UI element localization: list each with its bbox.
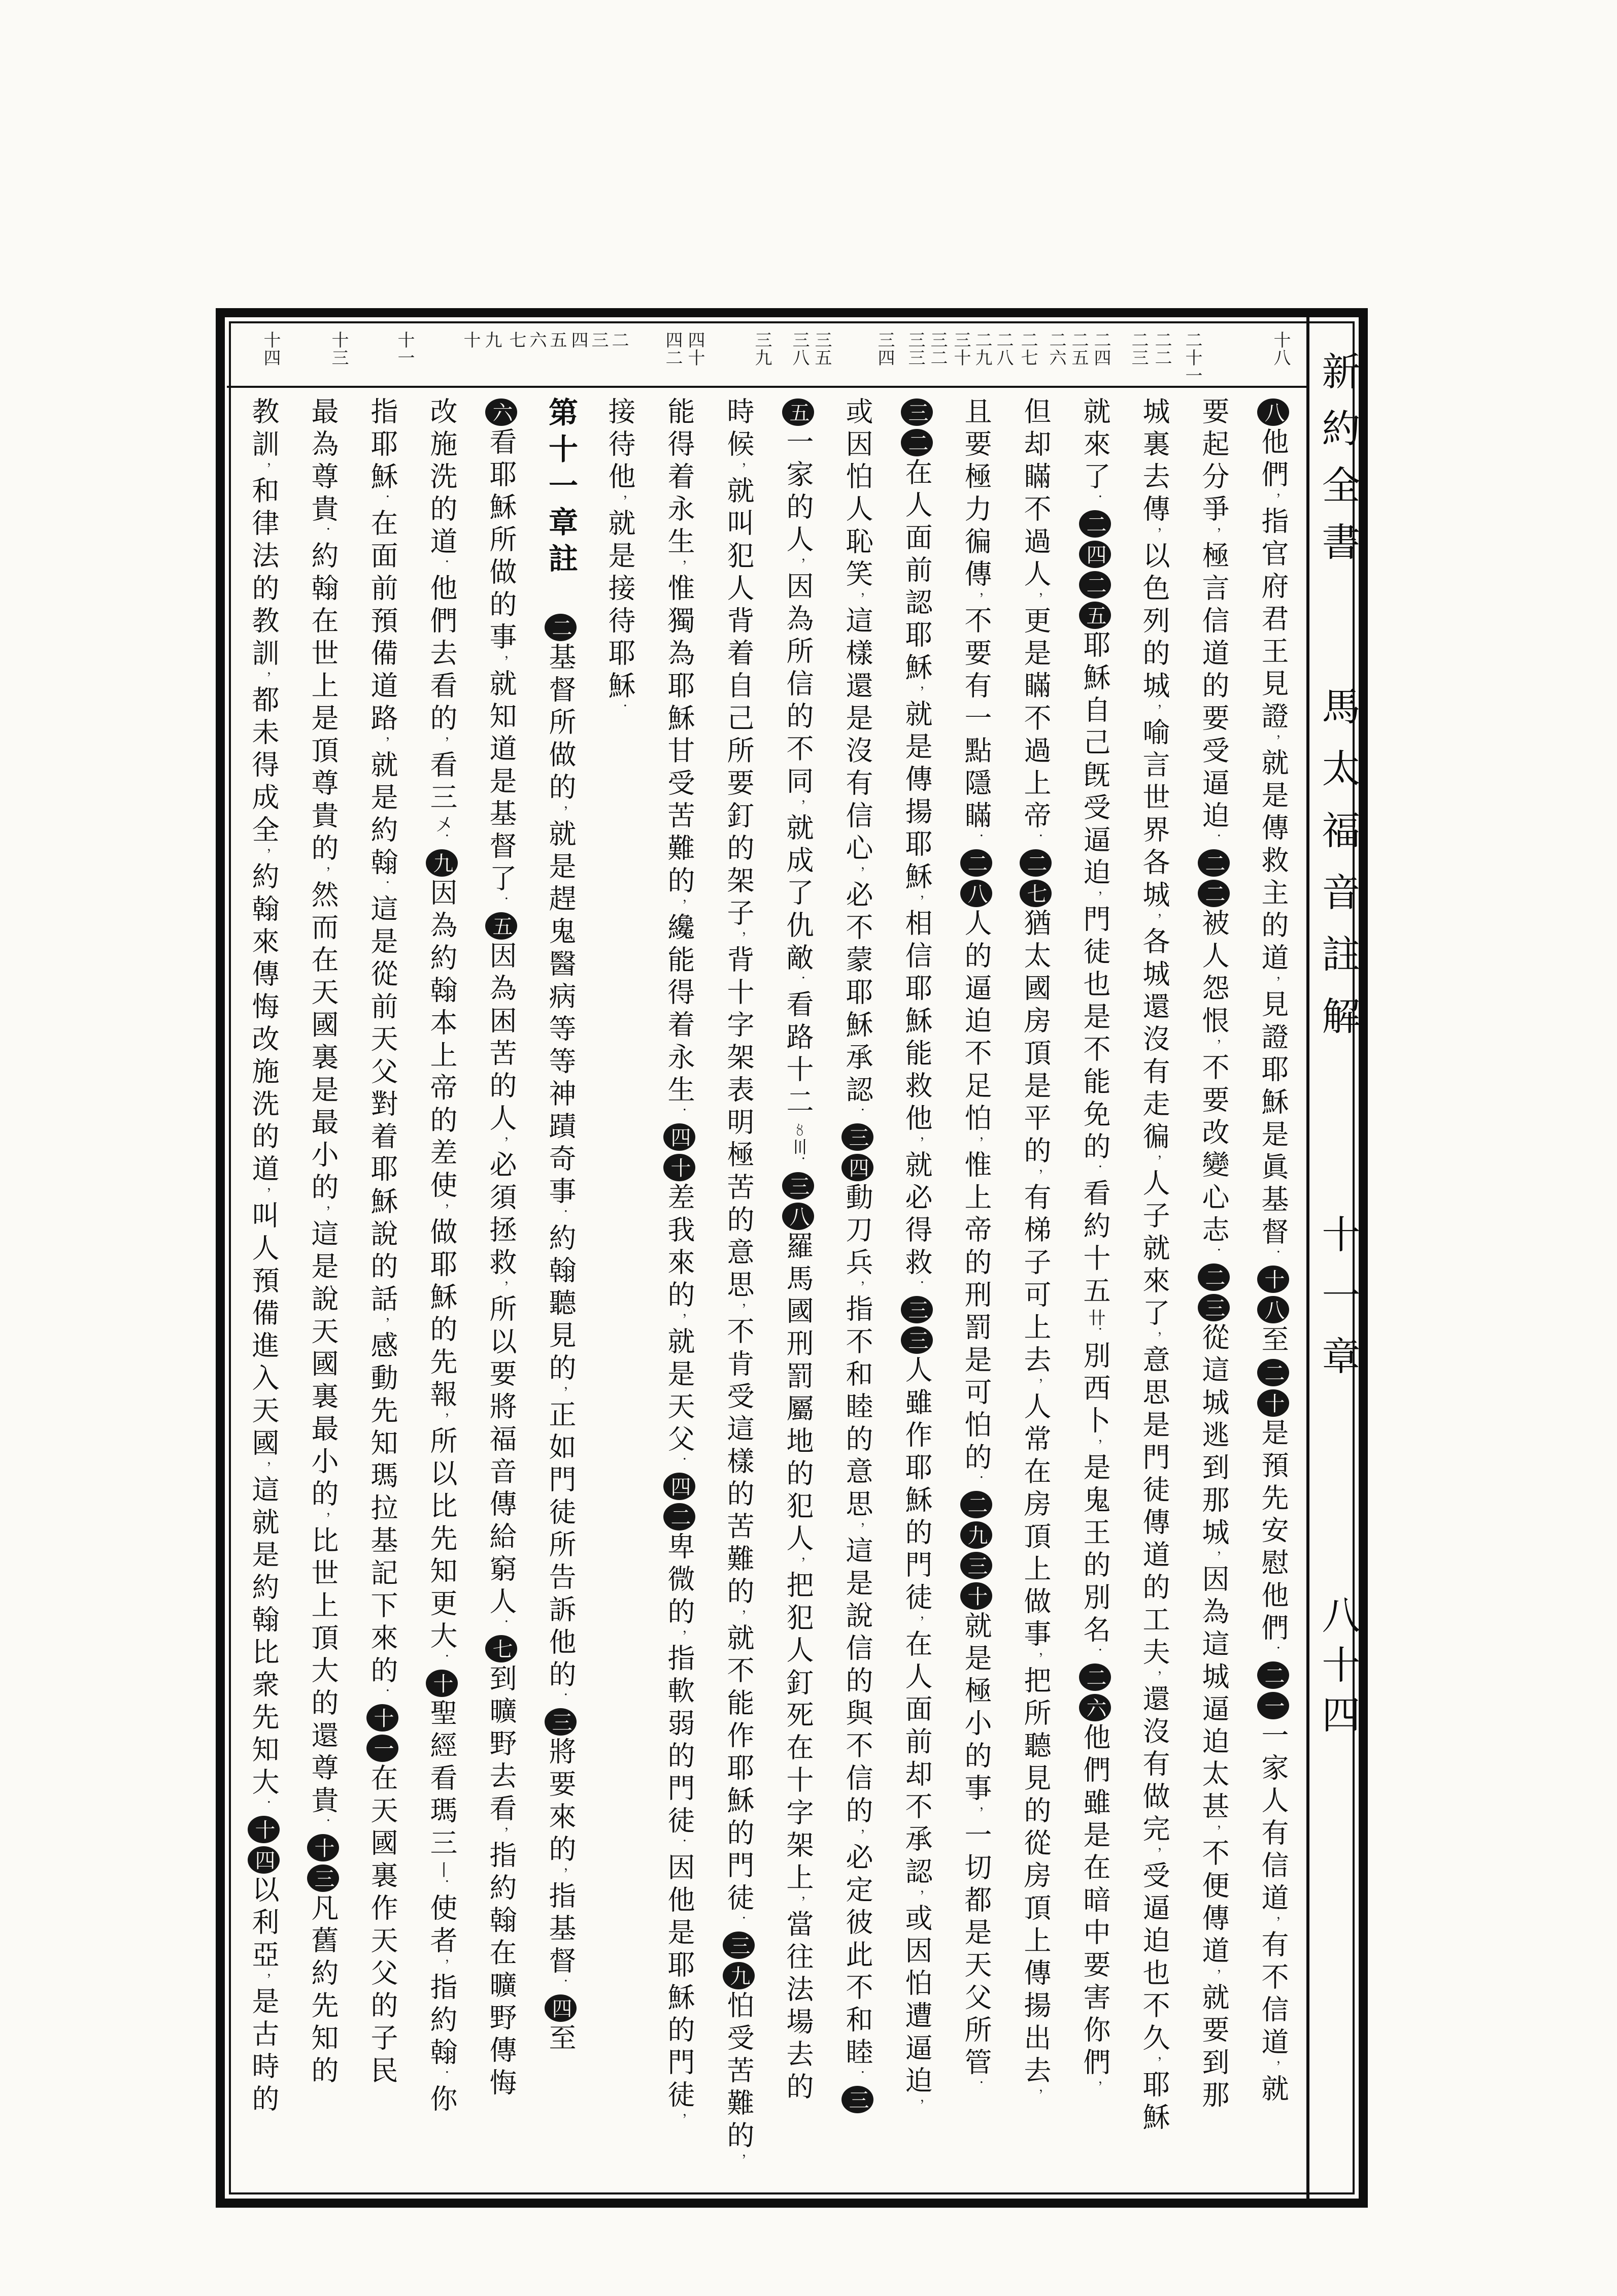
verse-circle: 八 — [782, 1203, 814, 1230]
margin-verse-number: 四 — [568, 331, 587, 349]
margin-verse-number: 三四 — [875, 331, 894, 367]
verse-ref-small: 〥〣 — [789, 1120, 807, 1156]
text-run: 但却瞞不過人，更是瞞不過上帝． — [1020, 397, 1051, 848]
verse-circle: 二 — [1079, 1663, 1111, 1691]
text-column — [590, 397, 650, 2173]
text-run: 到曠野去看，指約翰在曠野傳悔 — [486, 1664, 516, 2101]
margin-verse-number: 二五 — [1069, 331, 1088, 367]
verse-circle: 一 — [1257, 1692, 1289, 1719]
text-run: ．使者，指約翰．你 — [426, 1879, 457, 2117]
verse-circle: 四 — [663, 1123, 695, 1151]
text-run: 教訓，和律法的教訓，都未得成全，約翰來傳悔改施洗的道，叫人預備進入天國，這就是約翰比衆先知大． — [248, 397, 279, 1814]
text-run: 凡舊約先知的 — [308, 1893, 338, 2088]
verse-circle: 六 — [1079, 1694, 1111, 1721]
margin-verse-number: 九 — [482, 331, 501, 349]
verse-circle: 八 — [960, 880, 992, 907]
verse-circle: 十 — [248, 1816, 280, 1843]
text-run: 被人怨恨，不要改變心志． — [1198, 909, 1229, 1262]
text-run: 羅馬國刑罰屬地的犯人，把犯人釘死在十字架上，當往法場去的 — [783, 1232, 813, 2105]
verse-circle: 三 — [901, 398, 933, 426]
verse-circle: 十 — [426, 1670, 458, 1697]
margin-verse-number: 十一 — [395, 331, 414, 367]
margin-verse-number: 二二 — [1152, 331, 1171, 367]
margin-verse-number: 二 — [609, 331, 628, 349]
verse-circle: 九 — [723, 1962, 755, 1989]
margin-verse-number: 十 — [461, 331, 480, 349]
text-run: 從這城逃到那城，因為這城逼迫太甚，不便傳道，就要到那 — [1198, 1323, 1229, 2113]
text-run: 要起分爭，極言信道的要受逼迫． — [1198, 397, 1229, 848]
text-column — [353, 397, 412, 2173]
verse-circle: 二 — [1198, 1263, 1230, 1291]
verse-circle: 三 — [901, 1296, 933, 1323]
text-run: 接待他，就是接待耶穌． — [604, 397, 635, 718]
chapter-title: 十一章 — [1316, 1214, 1359, 1397]
text-run: 人雖作耶穌的門徒，在人面前却不承認，或因怕遭逼迫， — [901, 1355, 932, 2113]
text-run: 且要極力徧傳，不要有一點隱瞞． — [961, 397, 991, 848]
chapter-heading: 第十一章註 — [544, 397, 577, 580]
text-run: 至 — [545, 2023, 576, 2056]
verse-circle: 三 — [1198, 1294, 1230, 1321]
text-run: 改施洗的道．他們去看的，看三 — [426, 397, 457, 815]
text-run: 城裏去傳，以色列的城，喻言世界各城，各城還沒有走徧，人子就來了，意思是門徒傳道的工夫，還沒有做完，受逼迫也不久，耶穌 — [1139, 397, 1169, 2135]
verse-circle: 十 — [960, 1582, 992, 1610]
margin-verse-number: 十四 — [261, 331, 280, 367]
text-run: 一家人有信道，有不信道，就 — [1258, 1721, 1288, 2107]
margin-verse-number: 十三 — [329, 331, 348, 367]
text-column — [293, 397, 353, 2173]
verse-circle: 三 — [545, 1708, 577, 1736]
title-divider-rule — [1306, 317, 1309, 2201]
margin-verse-number: 二八 — [994, 331, 1013, 367]
verse-circle: 三 — [960, 1552, 992, 1579]
margin-verse-number: 三十 — [951, 331, 970, 367]
verse-circle: 一 — [366, 1735, 398, 1762]
text-run: 卑微的，指軟弱的門徒．因他是耶穌的門徒， — [664, 1532, 694, 2127]
verse-circle: 二 — [1198, 880, 1230, 907]
margin-verse-number: 二七 — [1018, 331, 1037, 367]
verse-circle: 九 — [960, 1521, 992, 1549]
verse-circle: 七 — [1020, 880, 1052, 907]
verse-circle: 十 — [1257, 1389, 1289, 1417]
verse-circle: 三 — [901, 1326, 933, 1354]
text-run: 是預先安慰他們． — [1258, 1418, 1288, 1660]
text-column — [947, 397, 1006, 2173]
verse-circle: 三 — [841, 1123, 873, 1151]
text-column — [768, 397, 828, 2173]
text-run: 至 — [1258, 1325, 1288, 1357]
verse-circle: 二 — [545, 614, 577, 641]
verse-circle: 四 — [248, 1846, 280, 1874]
verse-circle: 十 — [1257, 1266, 1289, 1293]
text-run: 人的逼迫不足怕，惟上帝的刑罰是可怕的． — [961, 909, 991, 1489]
text-run: 他們雖是在暗中要害你們， — [1080, 1723, 1110, 2094]
text-column — [1065, 397, 1125, 2173]
text-run: 在人面前認耶穌，就是傳揚耶穌，相信耶穌能救他，就必得救． — [901, 458, 932, 1294]
text-run: 或因怕人恥笑，這樣還是沒有信心，必不蒙耶穌承認． — [842, 397, 872, 1122]
text-column — [650, 397, 709, 2173]
text-run: 就來了． — [1080, 397, 1110, 509]
text-run: 他們，指官府君王見證，就是傳救主的道，見證耶穌是眞基督． — [1258, 427, 1288, 1264]
text-run: ． — [434, 834, 449, 848]
verse-circle: 三 — [841, 2086, 873, 2113]
margin-verse-number: 三五 — [812, 331, 831, 367]
text-run: 看耶穌所做的事，就知道是基督了． — [486, 427, 516, 911]
verse-circle: 十 — [366, 1704, 398, 1732]
verse-circle: 四 — [841, 1154, 873, 1181]
margin-verse-number: 五 — [547, 331, 566, 349]
book-title: 新約全書 — [1316, 351, 1359, 579]
verse-circle: 四 — [545, 1994, 577, 2022]
margin-verse-number: 二四 — [1091, 331, 1110, 367]
verse-circle: 二 — [1198, 849, 1230, 877]
margin-verse-number: 二十一 — [1183, 331, 1201, 384]
text-run: 最為尊貴．約翰在世上是頂尊貴的，然而在天國裏是最小的，這是說天國裏最小的，比世上頂大的還尊貴． — [308, 397, 338, 1833]
margin-verse-number: 四二 — [663, 331, 682, 367]
margin-verse-number: 十八 — [1271, 331, 1290, 367]
verse-circle: 三 — [782, 1172, 814, 1200]
margin-rule — [227, 386, 1308, 388]
verse-circle: 三 — [307, 1865, 339, 1892]
verse-circle: 八 — [1257, 398, 1289, 426]
margin-verse-number: 二三 — [1129, 331, 1148, 367]
margin-verse-number: 二九 — [972, 331, 991, 367]
verse-circle: 二 — [663, 1503, 695, 1530]
verse-circle: 四 — [1079, 541, 1111, 568]
text-run: 能得着永生，惟獨為耶穌甘受苦難的，纔能得着永生． — [664, 397, 694, 1122]
text-column — [234, 397, 293, 2173]
verse-circle: 九 — [426, 849, 458, 877]
text-column — [1125, 397, 1184, 2173]
margin-verse-number: 六 — [527, 331, 546, 349]
text-column — [709, 397, 768, 2173]
text-run: ． — [791, 1156, 805, 1171]
margin-verse-number: 四十 — [685, 331, 704, 367]
verse-circle: 八 — [1257, 1296, 1289, 1323]
verse-circle: 二 — [960, 849, 992, 877]
text-run: ．別西卜，是鬼王的別名． — [1080, 1327, 1110, 1662]
text-run: 基督所做的，就是趕鬼醫病等等神蹟奇事．約翰聽見的，正如門徒所告訴他的． — [545, 643, 576, 1707]
verse-circle: 六 — [485, 398, 517, 426]
text-run: 耶穌自己旣受逼迫，門徒也是不能免的．看約十五 — [1080, 630, 1110, 1309]
body-text — [231, 397, 1303, 2173]
text-run: 因為約翰本上帝的差使，做耶穌的先報，所以比先知更大． — [426, 878, 457, 1668]
verse-ref-small: 〤 — [432, 815, 451, 834]
text-column — [828, 397, 887, 2173]
text-column — [531, 397, 590, 2173]
verse-circle: 十 — [307, 1834, 339, 1861]
text-run: 就是極小的事，一切都是天父所管． — [961, 1611, 991, 2094]
margin-verse-number: 七 — [507, 331, 525, 349]
text-run: 猶太國房頂是平的，有梯子可上去，人常在房頂上做事，把所聽見的從房頂上傳揚出去， — [1020, 909, 1051, 2103]
verse-circle: 五 — [1079, 602, 1111, 629]
margin-verse-number: 三九 — [752, 331, 771, 367]
text-column — [1006, 397, 1065, 2173]
verse-circle: 三 — [723, 1932, 755, 1959]
text-run: 以利亞，是古時的 — [248, 1875, 279, 2117]
text-column — [1243, 397, 1303, 2173]
margin-verse-number: 三 — [589, 331, 608, 349]
verse-circle: 五 — [782, 398, 814, 426]
text-run: 怕受苦難的， — [723, 1991, 754, 2168]
text-column — [412, 397, 471, 2173]
verse-circle: 五 — [485, 912, 517, 940]
verse-circle: 二 — [1020, 849, 1052, 877]
verse-circle: 二 — [960, 1491, 992, 1518]
gospel-title: 馬太福音註解 — [1316, 686, 1359, 1058]
verse-circle: 二 — [1079, 510, 1111, 538]
text-column — [471, 397, 531, 2173]
margin-verse-number: 三二 — [928, 331, 947, 367]
text-column — [1184, 397, 1243, 2173]
text-run: 將要來的，指基督． — [545, 1737, 576, 1993]
text-run: 在天國裏作天父的子民 — [367, 1763, 397, 2088]
verse-circle: 二 — [1079, 571, 1111, 598]
margin-verse-number: 三八 — [790, 331, 808, 367]
verse-ref-small: 卄 — [1086, 1309, 1104, 1327]
verse-ref-small: 〡 — [432, 1861, 451, 1879]
verse-circle: 二 — [901, 429, 933, 456]
verse-circle: 二 — [1257, 1359, 1289, 1386]
text-column — [887, 397, 947, 2173]
margin-verse-number: 三三 — [905, 331, 924, 367]
verse-circle: 二 — [1257, 1661, 1289, 1689]
page-number: 八十四 — [1316, 1595, 1359, 1744]
text-run — [545, 580, 576, 612]
margin-verse-number: 二六 — [1047, 331, 1065, 367]
text-run: 一家的人，因為所信的不同，就成了仇敵．看路十二 — [783, 427, 813, 1120]
verse-circle: 七 — [485, 1635, 517, 1662]
text-run: 因為困苦的人，必須拯救，所以要將福音傳給窮人． — [486, 941, 516, 1634]
text-run: 差我來的，就是天父． — [664, 1183, 694, 1471]
verse-circle: 四 — [663, 1473, 695, 1500]
verse-circle: 十 — [663, 1154, 695, 1181]
text-run: 聖經看瑪三 — [426, 1699, 457, 1861]
text-run: 指耶穌．在面前預備道路，就是約翰．這是從前天父對着耶穌說的話，感動先知瑪拉基記下來的． — [367, 397, 397, 1703]
text-run: 時候，就叫犯人背着自己所要釘的架子，背十字架表明極苦的意思，不肯受這樣的苦難的，就不能作耶穌的門徒． — [723, 397, 754, 1930]
text-run: 動刀兵，指不和睦的意思，這是說信的與不信的，必定彼此不和睦． — [842, 1183, 872, 2084]
